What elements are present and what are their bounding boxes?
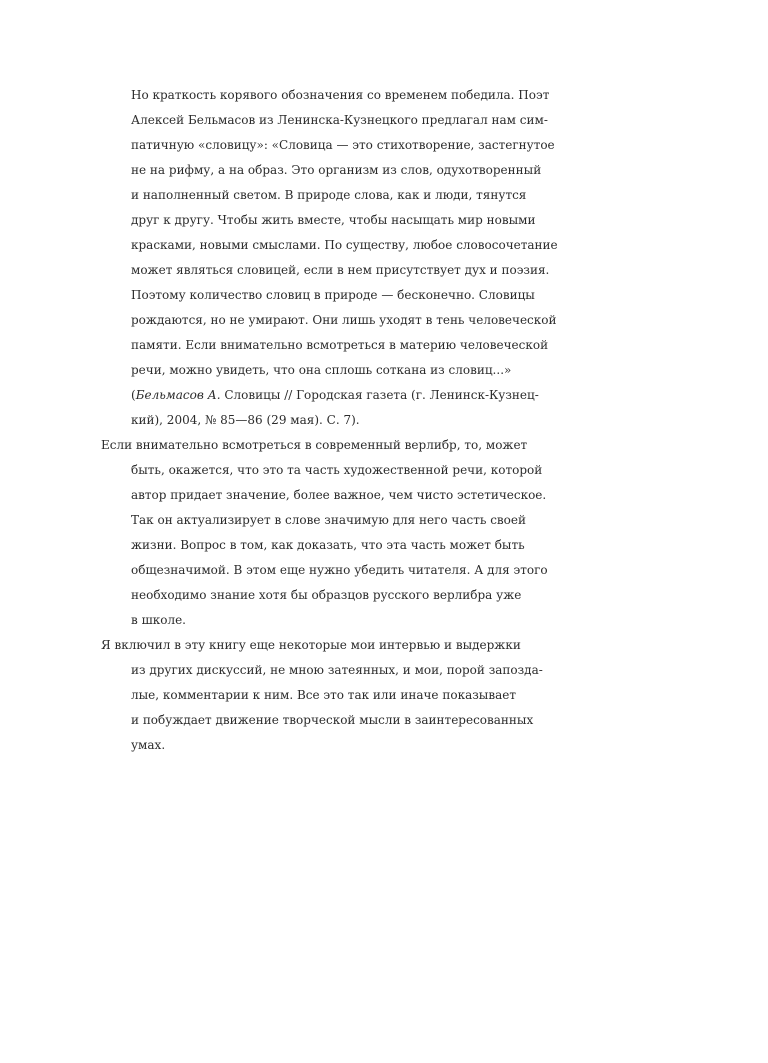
paragraph-line: автор придает значение, более важное, чем чисто эстетическое. [131,488,547,502]
paragraph-line: общезначимой. В этом еще нужно убедить читателя. А для этого [131,563,548,577]
quote-line: памяти. Если внимательно всмотреться в материю человеческой [131,338,549,352]
paragraph-line: быть, окажется, что это та часть художественной речи, которой [131,463,543,477]
paragraph-line: Так он актуализирует в слове значимую для него часть своей [131,513,526,527]
paragraph-line: лые, комментарии к ним. Все это так или иначе показывает [131,688,516,702]
paragraph-line: Я включил в эту книгу еще некоторые мои интервью и выдержки [101,638,521,652]
quote-line: Алексей Бельмасов из Ленинска-Кузнецкого предлагал нам сим- [131,113,548,127]
quote-line: Но краткость корявого обозначения со временем победила. Поэт [131,88,550,102]
citation-line-end: кий), 2004, № 85—86 (29 мая). С. 7). [131,413,360,427]
quote-line: не на рифму, а на образ. Это организм из слов, одухотворенный [131,163,542,177]
quote-line: патичную «словицу»: «Словица — это стихотворение, застегнутое [131,138,555,152]
quote-line: речи, можно увидеть, что она сплошь соткана из словиц...» [131,363,512,377]
paragraph-line: и побуждает движение творческой мысли в заинтересованных [131,713,534,727]
paragraph-verlibre [0,433,768,633]
quote-line: Поэтому количество словиц в природе — бесконечно. Словицы [131,288,535,302]
quote-line: и наполненный светом. В природе слова, как и люди, тянутся [131,188,527,202]
quotation-block [0,83,768,433]
paragraph-interviews [0,633,768,758]
paragraph-line: Если внимательно всмотреться в современный верлибр, то, может [101,438,528,452]
paragraph-line: умах. [131,738,166,752]
citation-source: Словицы // Городская газета (г. Ленинск-Кузнец- [220,388,539,402]
paragraph-line: из других дискуссий, не мною затеянных, и мои, порой запозда- [131,663,543,677]
quote-line: красками, новыми смыслами. По существу, любое словосочетание [131,238,558,252]
paragraph-line: в школе. [131,613,186,627]
paragraph-line: необходимо знание хотя бы образцов русского верлибра уже [131,588,522,602]
citation-line: (Бельмасов А. Словицы // Городская газета (г. Ленинск-Кузнец- [131,388,539,402]
quote-line: рождаются, но не умирают. Они лишь уходят в тень человеческой [131,313,557,327]
citation-author: Бельмасов А. [135,388,221,402]
quote-line: может являться словицей, если в нем присутствует дух и поэзия. [131,263,550,277]
paragraph-line: жизни. Вопрос в том, как доказать, что эта часть может быть [131,538,525,552]
quote-line: друг к другу. Чтобы жить вместе, чтобы насыщать мир новыми [131,213,536,227]
